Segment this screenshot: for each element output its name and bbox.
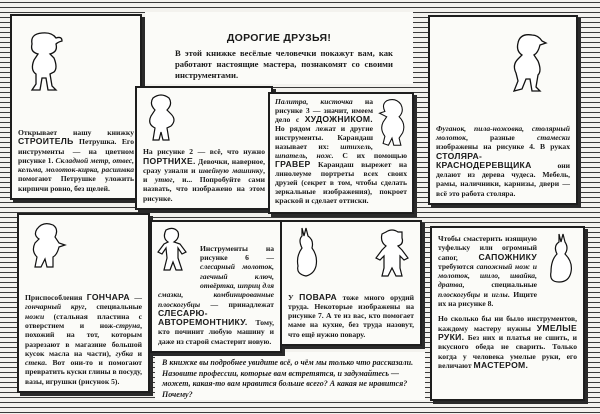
profession-name: СТОЛЯРА-КРАСНОДЕРЕВЩИКА [436,150,532,170]
tailor-text [143,147,265,203]
builder-text [18,128,134,193]
girl-figure-icon [143,92,179,144]
text-segment: тоже много орудий труда. Некоторые изображены на рисунке 7. А те из вас, кто помогает маме на кухне, без труда назовут, что ещё нужно повару. [288,292,414,339]
mechanic-text [158,244,274,346]
bear-figure-icon [374,228,410,280]
text-segment: , и [143,165,266,185]
text-segment: изображены на рисунке 4. В руках [436,142,570,152]
builder-box [10,14,142,200]
profession-name: УМЕЛЫЕ РУКИ. [438,322,577,342]
box-paragraph [25,293,142,386]
box-paragraph [18,128,134,193]
text-segment: , похожий на тот, которым разрезают в магазине большой кусок масла на части), [25,320,142,358]
text-segment: (стальная пластина с отверстием и нож- [25,311,142,330]
text-segment: Карандаш вырежет на линолеуме портреты всех своих друзей (секрет в том, чтобы сделать зеркальные изображения), покроет краской и сделает оттиски. [275,160,407,205]
profession-name: ПОВАРА [299,291,337,302]
tool-names: стека [25,358,46,368]
box-paragraph [436,124,570,198]
potter-figure-icon [27,221,67,271]
cook-text [288,293,414,339]
potter-box [17,213,150,393]
tool-names: Складной метр, отвес, кельма, молоток-кирка, расшивка [18,155,134,175]
carpenter-box [428,15,578,205]
tool-names: штихель, шпатель, нож. [275,142,373,160]
carpenter-figure-icon [508,31,548,93]
intro-text: В этой книжке весёлые человечки покажут вам, как работают настоящие мастера, познакомят со своими инструментами. [175,48,393,80]
carpenter-text [436,124,570,198]
tool-names: утюг [154,175,173,185]
tool-names: иглы [491,289,508,299]
profession-name: СТРОИТЕЛЬ [18,136,74,147]
text-segment: , разные [465,132,537,142]
text-segment: Но сколько бы ни было инструментов, каждому мастеру нужны [438,314,577,333]
artist-box [268,92,414,214]
artist-text [275,97,407,205]
text-segment: Чтобы смастерить изящную туфельку или огромный сапог, [438,234,537,262]
profession-name: ПОРТНИХЕ. [143,155,196,166]
shoemaker-box [430,226,585,401]
profession-name: ГОНЧАРА [86,292,130,303]
text-segment: на рисунке 3 — значит, имеем дело с [275,97,373,124]
profession-name: ГРАВЕР [275,159,311,169]
text-segment: Инструменты на рисунке 6 — [200,243,274,263]
text-segment: На рисунке 2 — всё, что нужно [143,147,265,157]
text-segment: и [132,348,142,358]
tool-names: плоскогубцы [438,289,481,299]
figure-spacer [373,97,407,149]
text-segment: Открывает нашу книжку [18,127,134,137]
tool-names: сапожный нож и молоток, шило, швайка, дратва [438,261,537,290]
text-segment: , и... Попробуйте сами назвать, что изображено на этом рисунке. [143,175,265,203]
bunny-figure-icon [292,226,322,282]
closing-question-text: В книжке вы подробнее увидите всё, о чём мы только что рассказали. Назовите профессии, которые вам встретятся, и задумайтесь — может, какая-то вам нравится больше всего? А какая не нравится? Почему? [162,358,414,399]
cook-box [280,220,422,346]
tool-names: швейную машинку [198,165,264,175]
text-segment: Девочки, наверное, сразу узнали и [143,156,265,175]
text-segment: Петрушка. Его инструменты — на цветном рисунке 1. [18,137,134,165]
text-segment: Без них и платья не сшить, и вкусного обеда не сварить. Только когда у человека умелые руки, его величают [438,332,577,370]
text-segment: они делают из дерева чудеса. Мебель, рамы, наличники, карнизы, двери — всё это работа столяра. [436,160,570,198]
text-segment: — принадлежат [200,299,274,309]
header-panel [145,12,413,84]
mechanic-box [150,220,282,353]
text-segment: и [480,289,492,299]
text-segment: . Вот они-то и помогают превратить куски глины в посуду, вазы, игрушки (рисунок 5). [25,358,142,386]
text-segment: У [288,292,300,302]
text-segment: помогают Петрушке уложить кирпичи ровно, без щелей. [18,174,134,193]
profession-name: МАСТЕРОМ. [473,359,529,370]
text-segment: требуются [438,261,477,271]
page-title: ДОРОГИЕ ДРУЗЬЯ! [226,32,332,44]
box-paragraph [438,314,577,370]
text-segment: . Ищите их на рисунке 8. [438,289,537,309]
profession-name: САПОЖНИКУ [478,251,537,262]
tool-names: ножи [25,311,45,321]
profession-name: СЛЕСАРЮ-АВТОРЕМОНТНИКУ. [158,307,248,328]
text-segment: , специальные [462,280,537,290]
petrushka-figure-icon [24,30,66,92]
shoemaker-text [438,234,577,370]
text-segment: , специальные [84,302,142,312]
figure-spacer [537,234,577,290]
tool-names: Фуганок, пила-ножовка, столярный молоток [436,123,570,142]
text-segment: С их помощью [333,151,407,160]
tool-names: губка [115,348,133,358]
text-segment: — [129,293,142,303]
box-paragraph [143,147,265,203]
text-segment: Приспособления [25,293,87,303]
tool-names: Палитра, кисточка [275,97,353,106]
figure-spacer [158,244,200,284]
potter-text [25,293,142,386]
tool-names: слесарный молоток, гаечный ключ, отвёртка, шприц для смазки, комбинированные плоскогубцы [158,262,274,309]
text-segment: Тому, кто починит любую машину и даже из старой смастерит новую. [158,318,274,346]
tool-names: струна [115,320,141,330]
tailor-box [135,86,273,210]
text-segment: Но рядом лежат и другие инструменты. Карандаш называет их: [275,124,373,151]
box-paragraph [288,293,414,339]
tool-names: гончарный круг [25,302,85,312]
tool-names: стамески [537,132,570,142]
profession-name: ХУДОЖНИКОМ. [304,114,373,124]
